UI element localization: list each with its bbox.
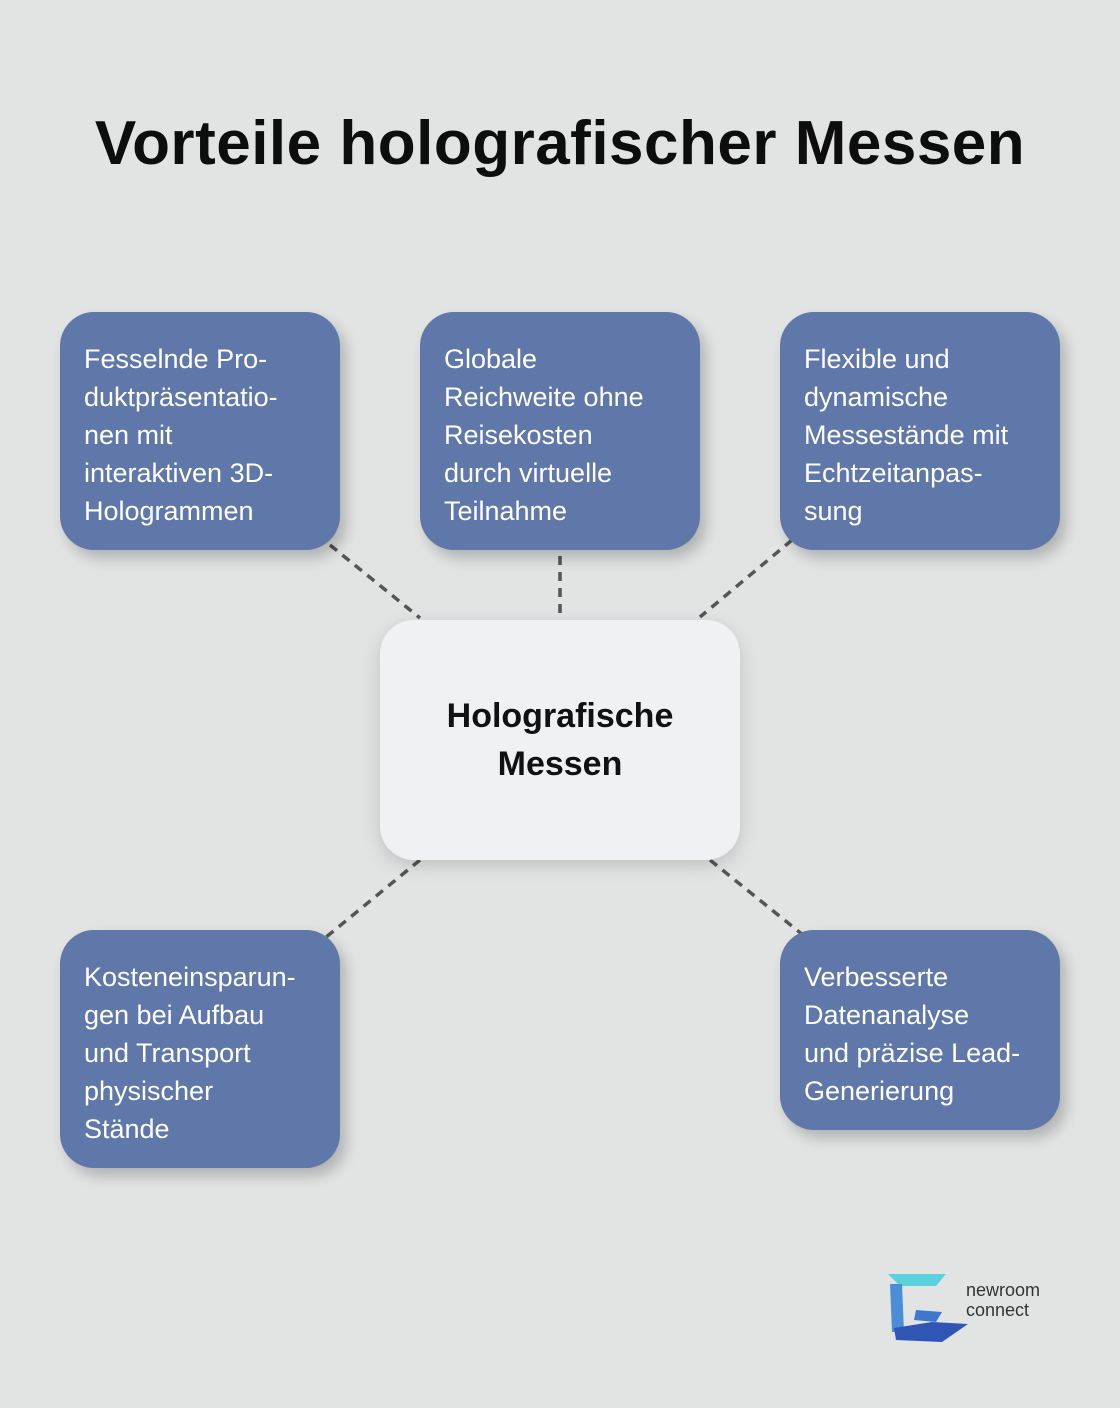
benefit-node-1: Fesselnde Pro- duktpräsentatio- nen mit interaktiven 3D- Hologrammen: [60, 312, 340, 550]
connector-3: [700, 540, 792, 617]
logo-text: newroom connect: [966, 1280, 1041, 1320]
connector-4: [325, 860, 420, 938]
benefit-node-3: Flexible und dynamische Messestände mit Echtzeitanpas- sung: [780, 312, 1060, 550]
page-title: Vorteile holografischer Messen: [94, 109, 1026, 178]
center-node: Holografische Messen: [380, 620, 740, 860]
benefit-node-5: Verbesserte Datenanalyse und präzise Lead- Generierung: [780, 930, 1060, 1130]
benefit-node-2: Globale Reichweite ohne Reisekosten durch virtuelle Teilnahme: [420, 312, 700, 550]
connector-1: [330, 545, 420, 618]
connector-5: [710, 860, 803, 935]
benefit-node-4: Kosteneinsparun- gen bei Aufbau und Transport physischer Stände: [60, 930, 340, 1168]
